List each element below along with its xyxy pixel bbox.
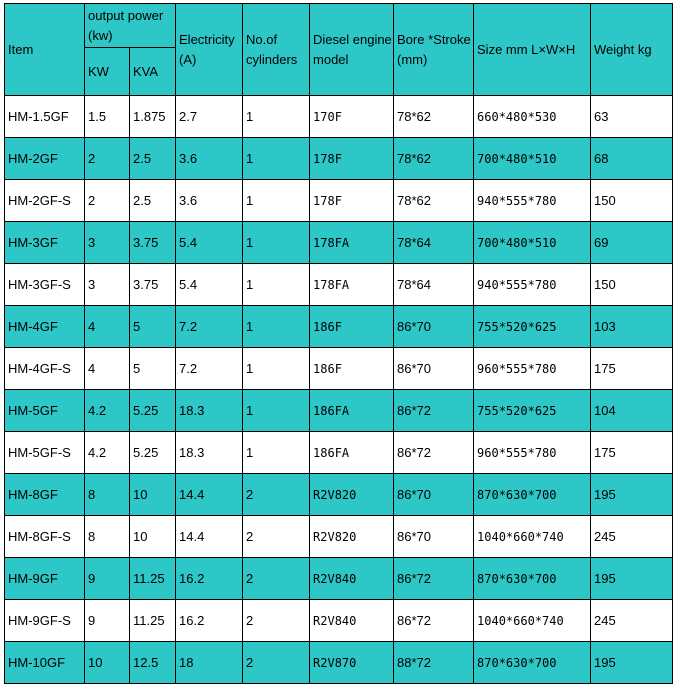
cell-kw: 10 (85, 642, 130, 684)
table-row (5, 600, 673, 642)
cell-bore-stroke: 78*64 (394, 222, 474, 264)
cell-kw: 4.2 (85, 390, 130, 432)
cell-kva: 5 (130, 348, 176, 390)
cell-item: HM-2GF-S (5, 180, 85, 222)
header-kva: KVA (130, 48, 176, 96)
cell-size: 660*480*530 (474, 96, 591, 138)
cell-kw: 4.2 (85, 432, 130, 474)
cell-engine: 178F (310, 138, 394, 180)
header-cylinders: No.of cylinders (243, 4, 310, 96)
cell-electricity: 7.2 (176, 306, 243, 348)
cell-engine: 170F (310, 96, 394, 138)
cell-kva: 10 (130, 474, 176, 516)
cell-electricity: 16.2 (176, 600, 243, 642)
cell-engine: R2V840 (310, 600, 394, 642)
cell-item: HM-5GF-S (5, 432, 85, 474)
cell-bore-stroke: 86*72 (394, 600, 474, 642)
cell-cylinders: 2 (243, 558, 310, 600)
cell-kva: 5.25 (130, 390, 176, 432)
header-bore-stroke: Bore *Stroke (mm) (394, 4, 474, 96)
cell-weight: 103 (591, 306, 673, 348)
cell-weight: 245 (591, 516, 673, 558)
cell-electricity: 14.4 (176, 474, 243, 516)
cell-weight: 195 (591, 558, 673, 600)
cell-weight: 69 (591, 222, 673, 264)
cell-engine: R2V840 (310, 558, 394, 600)
cell-engine: 178FA (310, 222, 394, 264)
cell-item: HM-1.5GF (5, 96, 85, 138)
cell-item: HM-8GF (5, 474, 85, 516)
cell-cylinders: 1 (243, 222, 310, 264)
cell-cylinders: 1 (243, 306, 310, 348)
cell-cylinders: 2 (243, 516, 310, 558)
cell-weight: 245 (591, 600, 673, 642)
cell-kw: 4 (85, 306, 130, 348)
cell-item: HM-3GF-S (5, 264, 85, 306)
cell-cylinders: 1 (243, 138, 310, 180)
cell-kva: 2.5 (130, 138, 176, 180)
cell-bore-stroke: 86*72 (394, 432, 474, 474)
cell-kw: 3 (85, 264, 130, 306)
cell-bore-stroke: 78*64 (394, 264, 474, 306)
cell-size: 960*555*780 (474, 348, 591, 390)
cell-electricity: 5.4 (176, 222, 243, 264)
cell-item: HM-9GF-S (5, 600, 85, 642)
cell-size: 960*555*780 (474, 432, 591, 474)
table-row (5, 516, 673, 558)
cell-bore-stroke: 78*62 (394, 180, 474, 222)
table-row (5, 390, 673, 432)
cell-engine: 186FA (310, 390, 394, 432)
header-output-power: output power (kw) (85, 4, 176, 48)
cell-kw: 2 (85, 180, 130, 222)
cell-kw: 8 (85, 474, 130, 516)
cell-kva: 5 (130, 306, 176, 348)
cell-size: 1040*660*740 (474, 600, 591, 642)
cell-kva: 1.875 (130, 96, 176, 138)
cell-item: HM-9GF (5, 558, 85, 600)
cell-kw: 9 (85, 600, 130, 642)
header-size: Size mm L×W×H (474, 4, 591, 96)
cell-engine: 186F (310, 306, 394, 348)
table-body (5, 96, 673, 684)
cell-weight: 104 (591, 390, 673, 432)
cell-size: 700*480*510 (474, 138, 591, 180)
cell-kw: 2 (85, 138, 130, 180)
table-row (5, 306, 673, 348)
cell-item: HM-4GF-S (5, 348, 85, 390)
cell-cylinders: 1 (243, 264, 310, 306)
table-row (5, 180, 673, 222)
cell-engine: 178F (310, 180, 394, 222)
table-row (5, 96, 673, 138)
cell-weight: 195 (591, 474, 673, 516)
cell-item: HM-10GF (5, 642, 85, 684)
cell-cylinders: 1 (243, 348, 310, 390)
cell-bore-stroke: 86*72 (394, 390, 474, 432)
cell-electricity: 5.4 (176, 264, 243, 306)
cell-bore-stroke: 86*70 (394, 348, 474, 390)
cell-cylinders: 2 (243, 600, 310, 642)
cell-size: 940*555*780 (474, 264, 591, 306)
cell-kw: 8 (85, 516, 130, 558)
table-row (5, 348, 673, 390)
cell-kva: 3.75 (130, 222, 176, 264)
cell-size: 870*630*700 (474, 474, 591, 516)
table-header (5, 4, 673, 96)
cell-weight: 175 (591, 432, 673, 474)
table-row (5, 222, 673, 264)
cell-bore-stroke: 86*70 (394, 474, 474, 516)
cell-size: 755*520*625 (474, 390, 591, 432)
cell-electricity: 14.4 (176, 516, 243, 558)
cell-kw: 3 (85, 222, 130, 264)
cell-size: 870*630*700 (474, 642, 591, 684)
cell-cylinders: 1 (243, 180, 310, 222)
cell-engine: 186F (310, 348, 394, 390)
cell-engine: 186FA (310, 432, 394, 474)
cell-electricity: 18.3 (176, 432, 243, 474)
header-engine: Diesel engine model (310, 4, 394, 96)
cell-kva: 11.25 (130, 558, 176, 600)
cell-kw: 9 (85, 558, 130, 600)
cell-kw: 4 (85, 348, 130, 390)
cell-kw: 1.5 (85, 96, 130, 138)
cell-item: HM-5GF (5, 390, 85, 432)
cell-electricity: 2.7 (176, 96, 243, 138)
cell-size: 940*555*780 (474, 180, 591, 222)
cell-bore-stroke: 78*62 (394, 96, 474, 138)
header-electricity: Electricity (A) (176, 4, 243, 96)
cell-engine: 178FA (310, 264, 394, 306)
table-row (5, 138, 673, 180)
cell-weight: 175 (591, 348, 673, 390)
cell-kva: 10 (130, 516, 176, 558)
cell-size: 870*630*700 (474, 558, 591, 600)
cell-kva: 2.5 (130, 180, 176, 222)
cell-cylinders: 1 (243, 96, 310, 138)
cell-item: HM-4GF (5, 306, 85, 348)
cell-weight: 150 (591, 180, 673, 222)
header-kw: KW (85, 48, 130, 96)
cell-electricity: 7.2 (176, 348, 243, 390)
cell-electricity: 16.2 (176, 558, 243, 600)
cell-cylinders: 2 (243, 474, 310, 516)
cell-electricity: 18 (176, 642, 243, 684)
cell-bore-stroke: 86*70 (394, 306, 474, 348)
cell-engine: R2V870 (310, 642, 394, 684)
cell-electricity: 3.6 (176, 180, 243, 222)
cell-electricity: 3.6 (176, 138, 243, 180)
cell-kva: 12.5 (130, 642, 176, 684)
header-item: Item (5, 4, 85, 96)
cell-cylinders: 1 (243, 390, 310, 432)
header-weight: Weight kg (591, 4, 673, 96)
spec-table-container (4, 3, 673, 684)
cell-electricity: 18.3 (176, 390, 243, 432)
cell-size: 700*480*510 (474, 222, 591, 264)
cell-bore-stroke: 78*62 (394, 138, 474, 180)
cell-weight: 68 (591, 138, 673, 180)
table-row (5, 642, 673, 684)
cell-weight: 150 (591, 264, 673, 306)
table-row (5, 432, 673, 474)
cell-item: HM-2GF (5, 138, 85, 180)
generator-spec-table (4, 3, 673, 684)
table-row (5, 474, 673, 516)
cell-item: HM-8GF-S (5, 516, 85, 558)
cell-kva: 3.75 (130, 264, 176, 306)
table-row (5, 264, 673, 306)
table-row (5, 558, 673, 600)
cell-weight: 63 (591, 96, 673, 138)
cell-cylinders: 2 (243, 642, 310, 684)
cell-kva: 11.25 (130, 600, 176, 642)
cell-bore-stroke: 86*72 (394, 558, 474, 600)
cell-engine: R2V820 (310, 516, 394, 558)
cell-bore-stroke: 86*70 (394, 516, 474, 558)
cell-size: 1040*660*740 (474, 516, 591, 558)
cell-weight: 195 (591, 642, 673, 684)
cell-bore-stroke: 88*72 (394, 642, 474, 684)
cell-item: HM-3GF (5, 222, 85, 264)
cell-engine: R2V820 (310, 474, 394, 516)
cell-kva: 5.25 (130, 432, 176, 474)
cell-cylinders: 1 (243, 432, 310, 474)
cell-size: 755*520*625 (474, 306, 591, 348)
